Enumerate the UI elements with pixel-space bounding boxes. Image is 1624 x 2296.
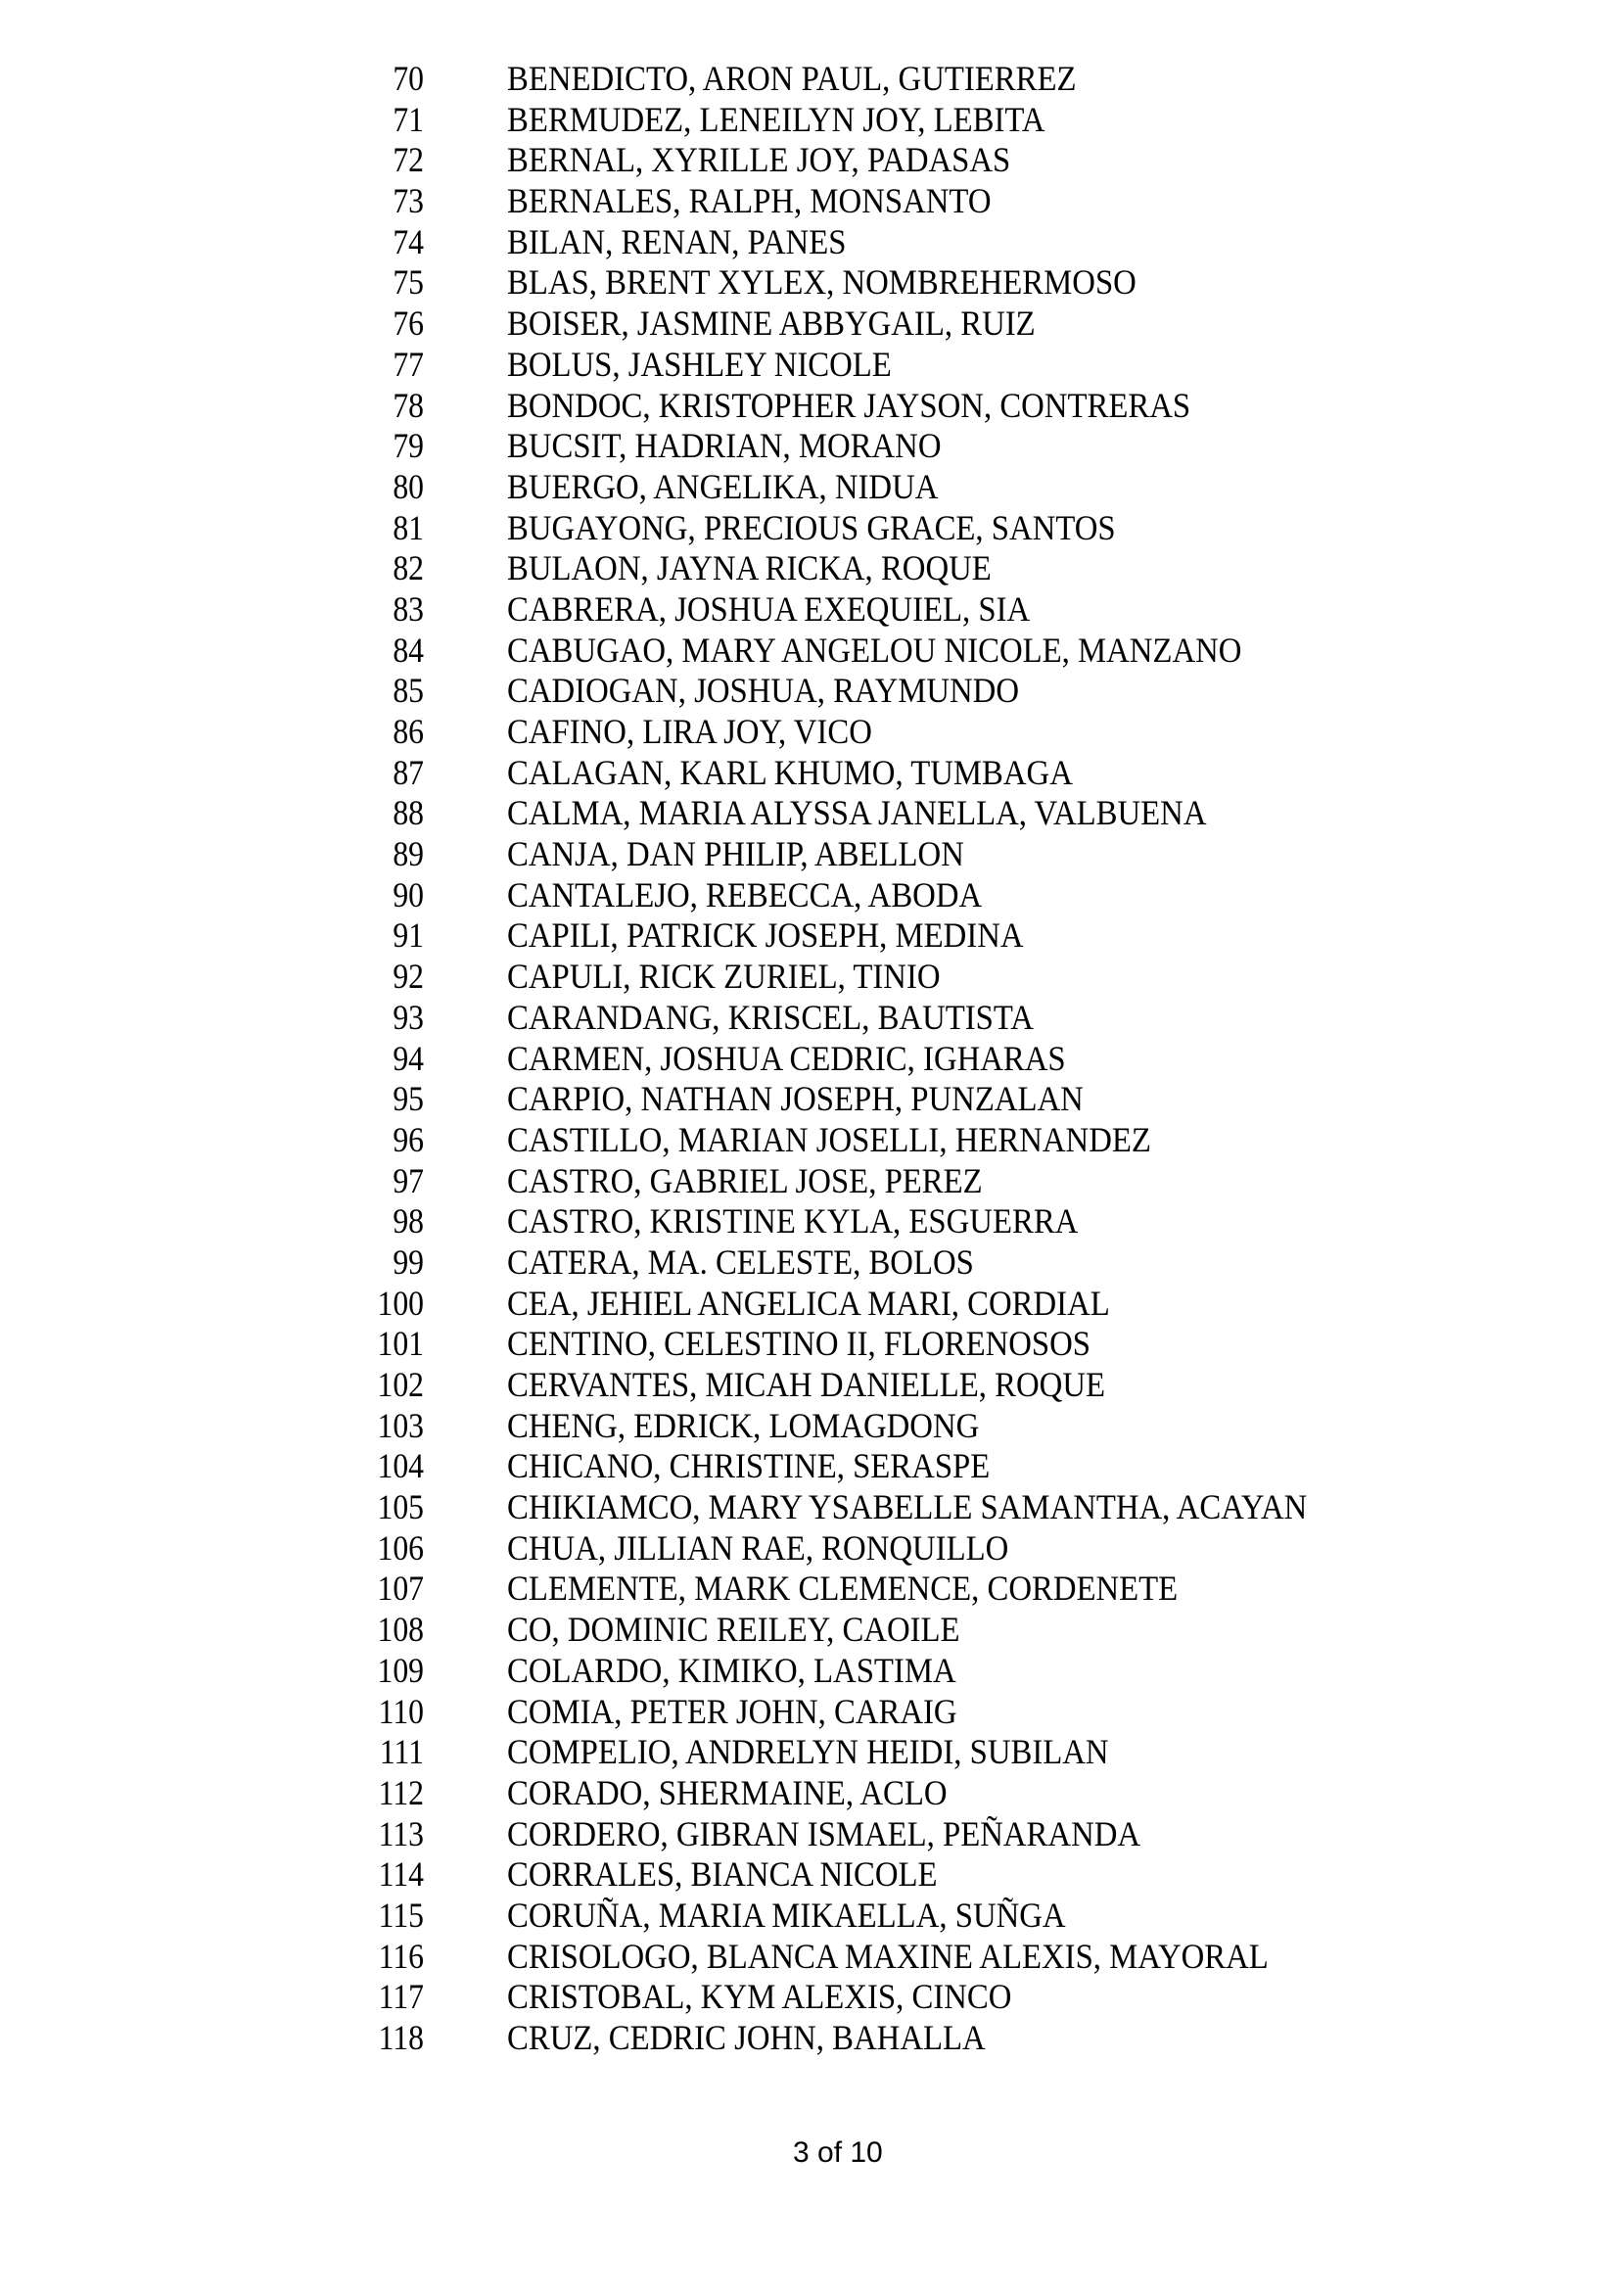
entry-number: 91 bbox=[393, 915, 424, 956]
entry-number: 101 bbox=[377, 1324, 424, 1364]
entry-number: 86 bbox=[393, 712, 424, 751]
entry-name: CHIKIAMCO, MARY YSABELLE SAMANTHA, ACAYAN bbox=[507, 1487, 1308, 1527]
list-item bbox=[0, 1528, 1624, 1570]
entry-number: 94 bbox=[393, 1038, 424, 1078]
entry-name: CAPILI, PATRICK JOSEPH, MEDINA bbox=[507, 915, 1024, 956]
entry-number: 104 bbox=[377, 1446, 424, 1486]
entry-name: CARMEN, JOSHUA CEDRIC, IGHARAS bbox=[507, 1038, 1066, 1078]
entry-name: CARANDANG, KRISCEL, BAUTISTA bbox=[507, 997, 1034, 1037]
list-item bbox=[0, 1201, 1624, 1242]
entry-number: 115 bbox=[378, 1895, 424, 1935]
list-item bbox=[0, 1284, 1624, 1325]
list-item bbox=[0, 998, 1624, 1039]
entry-name: BERMUDEZ, LENEILYN JOY, LEBITA bbox=[507, 99, 1045, 139]
entry-name: CRISTOBAL, KYM ALEXIS, CINCO bbox=[507, 1977, 1012, 2017]
entry-number: 76 bbox=[393, 304, 424, 344]
entry-number: 114 bbox=[378, 1854, 424, 1895]
list-item bbox=[0, 222, 1624, 263]
entry-number: 92 bbox=[393, 957, 424, 997]
entry-number: 116 bbox=[378, 1936, 424, 1976]
entry-name: BERNAL, XYRILLE JOY, PADASAS bbox=[507, 140, 1011, 180]
entry-number: 89 bbox=[393, 834, 424, 874]
entry-number: 87 bbox=[393, 752, 424, 792]
list-item bbox=[0, 793, 1624, 834]
entry-name: CASTRO, KRISTINE KYLA, ESGUERRA bbox=[507, 1201, 1079, 1242]
entry-name: CHENG, EDRICK, LOMAGDONG bbox=[507, 1405, 980, 1445]
list-item bbox=[0, 386, 1624, 427]
list-item bbox=[0, 1896, 1624, 1937]
entry-number: 118 bbox=[378, 2018, 424, 2057]
entry-name: CORDERO, GIBRAN ISMAEL, PEÑARANDA bbox=[507, 1813, 1141, 1853]
entry-name: CARPIO, NATHAN JOSEPH, PUNZALAN bbox=[507, 1079, 1084, 1119]
list-item bbox=[0, 304, 1624, 345]
list-item bbox=[0, 753, 1624, 794]
entry-name: CABRERA, JOSHUA EXEQUIEL, SIA bbox=[507, 588, 1031, 629]
entry-name: CAFINO, LIRA JOY, VICO bbox=[507, 712, 872, 751]
entry-number: 80 bbox=[393, 466, 424, 506]
entry-name: CO, DOMINIC REILEY, CAOILE bbox=[507, 1610, 960, 1650]
entry-number: 110 bbox=[378, 1691, 424, 1731]
entry-number: 95 bbox=[393, 1079, 424, 1119]
entry-name: CALMA, MARIA ALYSSA JANELLA, VALBUENA bbox=[507, 793, 1207, 833]
entry-name: CENTINO, CELESTINO II, FLORENOSOS bbox=[507, 1324, 1091, 1364]
list-item bbox=[0, 589, 1624, 631]
entry-number: 85 bbox=[393, 671, 424, 711]
entry-name: CORADO, SHERMAINE, ACLO bbox=[507, 1772, 948, 1812]
entry-number: 108 bbox=[377, 1610, 424, 1650]
entry-number: 71 bbox=[393, 99, 424, 139]
page-number: 3 of 10 bbox=[793, 2136, 883, 2169]
entry-name: BILAN, RENAN, PANES bbox=[507, 221, 847, 261]
entry-number: 82 bbox=[393, 548, 424, 588]
list-item bbox=[0, 1692, 1624, 1733]
passers-list bbox=[0, 59, 1624, 2059]
entry-number: 105 bbox=[377, 1487, 424, 1527]
entry-name: BOLUS, JASHLEY NICOLE bbox=[507, 344, 892, 384]
list-item bbox=[0, 1365, 1624, 1406]
entry-number: 102 bbox=[377, 1365, 424, 1404]
entry-name: CALAGAN, KARL KHUMO, TUMBAGA bbox=[507, 752, 1073, 792]
list-item bbox=[0, 548, 1624, 589]
list-item bbox=[0, 140, 1624, 181]
list-item bbox=[0, 2018, 1624, 2059]
entry-number: 99 bbox=[393, 1242, 424, 1282]
entry-name: CRISOLOGO, BLANCA MAXINE ALEXIS, MAYORAL bbox=[507, 1936, 1269, 1976]
entry-number: 88 bbox=[393, 793, 424, 833]
entry-name: CABUGAO, MARY ANGELOU NICOLE, MANZANO bbox=[507, 630, 1242, 670]
entry-name: CRUZ, CEDRIC JOHN, BAHALLA bbox=[507, 2018, 986, 2057]
entry-number: 72 bbox=[393, 140, 424, 180]
entry-name: CORUÑA, MARIA MIKAELLA, SUÑGA bbox=[507, 1895, 1066, 1935]
entry-number: 70 bbox=[393, 59, 424, 98]
list-item bbox=[0, 1937, 1624, 1978]
list-item bbox=[0, 1039, 1624, 1080]
entry-name: BONDOC, KRISTOPHER JAYSON, CONTRERAS bbox=[507, 385, 1191, 425]
list-item bbox=[0, 1446, 1624, 1487]
entry-number: 113 bbox=[378, 1813, 424, 1853]
entry-name: BUERGO, ANGELIKA, NIDUA bbox=[507, 466, 939, 506]
entry-number: 117 bbox=[378, 1977, 424, 2017]
entry-number: 74 bbox=[393, 221, 424, 261]
list-item bbox=[0, 1773, 1624, 1814]
list-item bbox=[0, 508, 1624, 549]
entry-number: 106 bbox=[377, 1527, 424, 1568]
list-item bbox=[0, 262, 1624, 304]
entry-number: 78 bbox=[393, 385, 424, 425]
entry-number: 98 bbox=[393, 1201, 424, 1242]
entry-name: CATERA, MA. CELESTE, BOLOS bbox=[507, 1242, 974, 1282]
entry-name: CANJA, DAN PHILIP, ABELLON bbox=[507, 834, 964, 874]
list-item bbox=[0, 100, 1624, 141]
list-item bbox=[0, 1161, 1624, 1202]
entry-name: CADIOGAN, JOSHUA, RAYMUNDO bbox=[507, 671, 1019, 711]
list-item bbox=[0, 1569, 1624, 1610]
list-item bbox=[0, 1324, 1624, 1365]
entry-number: 96 bbox=[393, 1119, 424, 1159]
list-item bbox=[0, 834, 1624, 875]
list-item bbox=[0, 712, 1624, 753]
entry-number: 79 bbox=[393, 426, 424, 466]
entry-number: 107 bbox=[377, 1569, 424, 1609]
list-item bbox=[0, 345, 1624, 386]
entry-number: 81 bbox=[393, 507, 424, 547]
entry-name: CASTRO, GABRIEL JOSE, PEREZ bbox=[507, 1160, 983, 1200]
entry-number: 109 bbox=[377, 1650, 424, 1690]
list-item bbox=[0, 1120, 1624, 1161]
entry-name: BUCSIT, HADRIAN, MORANO bbox=[507, 426, 942, 466]
entry-name: CANTALEJO, REBECCA, ABODA bbox=[507, 874, 983, 914]
entry-number: 97 bbox=[393, 1160, 424, 1200]
list-item bbox=[0, 467, 1624, 508]
entry-name: CAPULI, RICK ZURIEL, TINIO bbox=[507, 957, 941, 997]
entry-name: BOISER, JASMINE ABBYGAIL, RUIZ bbox=[507, 304, 1036, 344]
list-item bbox=[0, 957, 1624, 998]
list-item bbox=[0, 426, 1624, 467]
entry-name: BLAS, BRENT XYLEX, NOMBREHERMOSO bbox=[507, 262, 1137, 303]
entry-number: 83 bbox=[393, 588, 424, 629]
entry-number: 103 bbox=[377, 1405, 424, 1445]
list-item bbox=[0, 1854, 1624, 1896]
entry-name: BUGAYONG, PRECIOUS GRACE, SANTOS bbox=[507, 507, 1116, 547]
list-item bbox=[0, 181, 1624, 222]
list-item bbox=[0, 1610, 1624, 1651]
entry-name: BULAON, JAYNA RICKA, ROQUE bbox=[507, 548, 992, 588]
list-item bbox=[0, 631, 1624, 672]
entry-name: BERNALES, RALPH, MONSANTO bbox=[507, 181, 992, 221]
entry-name: CLEMENTE, MARK CLEMENCE, CORDENETE bbox=[507, 1569, 1179, 1609]
entry-name: COLARDO, KIMIKO, LASTIMA bbox=[507, 1650, 956, 1690]
entry-number: 77 bbox=[393, 344, 424, 384]
list-item bbox=[0, 1814, 1624, 1855]
entry-number: 75 bbox=[393, 262, 424, 303]
list-item bbox=[0, 671, 1624, 712]
entry-number: 90 bbox=[393, 874, 424, 914]
list-item bbox=[0, 1977, 1624, 2018]
entry-number: 93 bbox=[393, 997, 424, 1037]
entry-number: 100 bbox=[377, 1283, 424, 1323]
entry-name: CHUA, JILLIAN RAE, RONQUILLO bbox=[507, 1527, 1009, 1568]
list-item bbox=[0, 1406, 1624, 1447]
entry-name: CEA, JEHIEL ANGELICA MARI, CORDIAL bbox=[507, 1283, 1110, 1323]
entry-name: CORRALES, BIANCA NICOLE bbox=[507, 1854, 938, 1895]
list-item bbox=[0, 915, 1624, 957]
list-item bbox=[0, 875, 1624, 916]
entry-name: COMPELIO, ANDRELYN HEIDI, SUBILAN bbox=[507, 1732, 1109, 1772]
list-item bbox=[0, 1242, 1624, 1284]
list-item bbox=[0, 1079, 1624, 1120]
entry-number: 84 bbox=[393, 630, 424, 670]
list-item bbox=[0, 1487, 1624, 1528]
entry-name: BENEDICTO, ARON PAUL, GUTIERREZ bbox=[507, 59, 1077, 98]
list-item bbox=[0, 1732, 1624, 1773]
list-item bbox=[0, 59, 1624, 100]
entry-number: 111 bbox=[379, 1732, 424, 1772]
entry-name: COMIA, PETER JOHN, CARAIG bbox=[507, 1691, 957, 1731]
entry-number: 73 bbox=[393, 181, 424, 221]
entry-name: CERVANTES, MICAH DANIELLE, ROQUE bbox=[507, 1365, 1106, 1404]
entry-number: 112 bbox=[378, 1772, 424, 1812]
list-item bbox=[0, 1651, 1624, 1692]
entry-name: CHICANO, CHRISTINE, SERASPE bbox=[507, 1446, 991, 1486]
entry-name: CASTILLO, MARIAN JOSELLI, HERNANDEZ bbox=[507, 1119, 1151, 1159]
